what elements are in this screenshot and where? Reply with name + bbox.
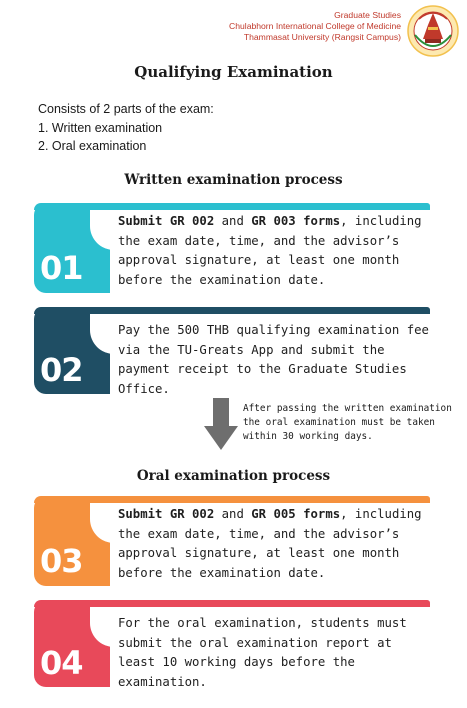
transition-note-line-3: within 30 working days. (243, 431, 373, 443)
step-03-detail: , including the exam date, time, and the advisor’s approval signature, at least one month before the examination date. (118, 507, 422, 580)
step-01-text (118, 212, 430, 290)
header-college: Chulabhorn International College of Medicine (229, 21, 401, 31)
step-04-number: 04 (40, 644, 83, 682)
step-01-detail: , including the exam date, time, and the advisor’s approval signature, at least one month before the examination date. (118, 214, 422, 287)
header-department: Graduate Studies (334, 10, 401, 20)
step-card-02 (34, 307, 430, 394)
step-03-form-a: Submit GR 002 (118, 507, 215, 521)
step-02-number: 02 (40, 351, 83, 389)
written-section-title: Written examination process (124, 172, 343, 188)
arrow-down-icon (204, 398, 238, 452)
transition-note (243, 402, 467, 445)
step-card-03 (34, 496, 430, 586)
institution-header (229, 10, 401, 43)
transition-note-line-1: After passing the written examination (243, 403, 452, 414)
step-01-number: 01 (40, 249, 83, 287)
college-logo-icon (407, 5, 459, 57)
step-card-01 (34, 203, 430, 293)
page-title: Qualifying Examination (134, 63, 333, 81)
step-01-joiner: and (214, 214, 252, 228)
exam-intro (38, 100, 214, 156)
step-01-form-b: GR 003 forms (251, 214, 341, 228)
transition-note-line-2: the oral examination must be taken (243, 417, 435, 429)
intro-part-1: 1. Written examination (38, 120, 163, 135)
intro-summary: Consists of 2 parts of the exam: (38, 102, 214, 116)
intro-part-2: 2. Oral examination (38, 139, 147, 153)
step-03-number: 03 (40, 542, 83, 580)
step-card-04 (34, 600, 430, 687)
oral-section-title: Oral examination process (136, 468, 331, 484)
step-03-joiner: and (214, 507, 252, 521)
step-04-text: For the oral examination, students must submit the oral examination report at least 10 working days before the examination. (118, 616, 407, 689)
step-01-form-a: Submit GR 002 (118, 214, 215, 228)
step-03-form-b: GR 005 forms (251, 507, 341, 521)
step-02-text: Pay the 500 THB qualifying examination fee via the TU-Greats App and submit the payment receipt to the Graduate Studies Office. (118, 323, 429, 396)
header-university: Thammasat University (Rangsit Campus) (243, 32, 401, 42)
step-03-text (118, 505, 430, 583)
